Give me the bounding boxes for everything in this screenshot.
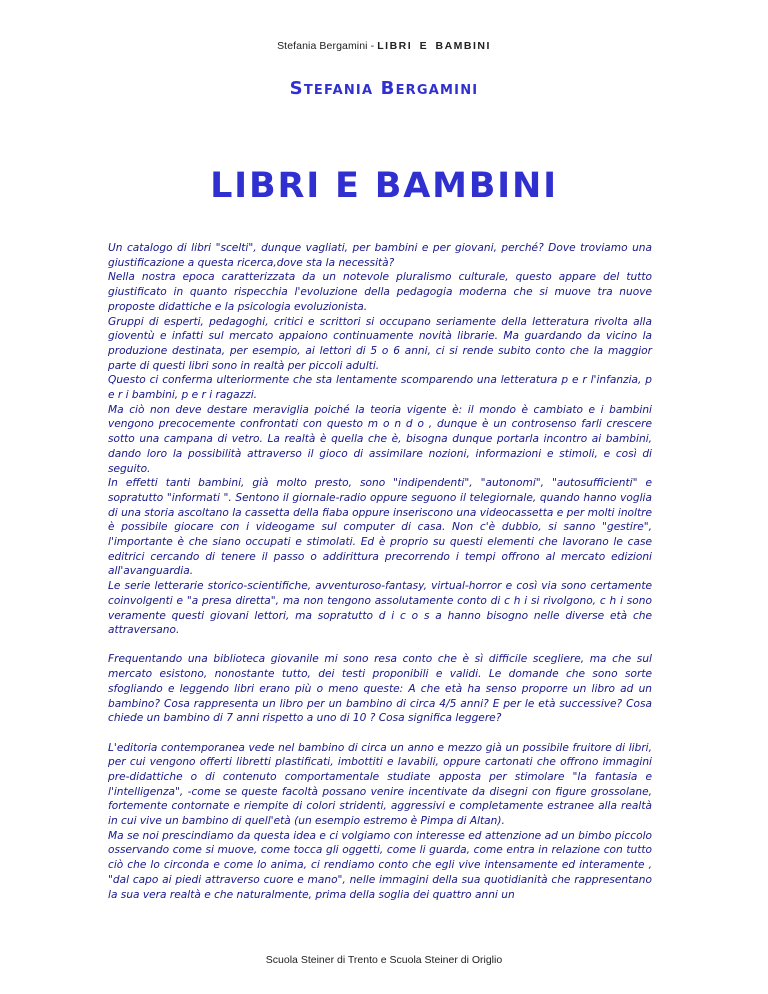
paragraph: Le serie letterarie storico-scientifiche, avventuroso-fantasy, virtual-horror e così via sono certamente coinvolgenti e "a presa diretta", ma non tengono assolutamente conto di c h i si rivolgono, c h i sono veramente questi giovani lettori, ma sopratutto d i c o s a hanno bisogno nelle diverse età che attraversano.	[108, 580, 652, 637]
header-doc-title: LIBRI E BAMBINI	[377, 40, 491, 52]
paragraph: Ma ciò non deve destare meraviglia poiché la teoria vigente è: il mondo è cambiato e i bambini vengono precocemente confrontati con questo m o n d o , dunque è un controsenso farli crescere sotto una campana di vetro. La realtà è quella che è, bisogna dunque portarla incontro ai bambini, dando loro la possibilità attraverso il gioco di assimilare nozioni, informazioni e stimoli, e così di seguito.	[108, 403, 652, 475]
author-name: Stefania Bergamini	[289, 78, 479, 99]
paragraph: Gruppi di esperti, pedagoghi, critici e scrittori si occupano seriamente della letteratura rivolta alla gioventù e infatti sul mercato appaiono continuamente novità librarie. Ma guardando da vicino la produzione destinata, per esempio, ai lettori di 5 o 6 anni, ci si rende subito conto che la maggior parte di questi libri sono in realtà per piccoli adulti.	[108, 315, 652, 372]
paragraph: Frequentando una biblioteca giovanile mi sono resa conto che è sì difficile scegliere, ma che sul mercato esistono, nonostante tutto, dei testi proponibili e validi. Le domande che sono sorte sfogliando e leggendo libri erano più o meno queste: A che età ha senso proporre un libro ad un bambino? Cosa rappresenta un libro per un bambino di circa 4/5 anni? E per le età successive? Cosa chiede un bambino di 7 anni rispetto a uno di 10 ? Cosa significa leggere?	[108, 653, 652, 725]
paragraph: Nella nostra epoca caratterizzata da un notevole pluralismo culturale, questo appare del tutto giustificato in quanto rispecchia l'evoluzione della pedagogia moderna che si muove tra nuove proposte didattiche e la psicologia evoluzionista.	[108, 271, 652, 313]
paragraph: Ma se noi prescindiamo da questa idea e ci volgiamo con interesse ed attenzione ad un bimbo piccolo osservando come si muove, come tocca gli oggetti, come li guarda, come entra in relazione con tutto ciò che lo circonda e come lo anima, ci rendiamo conto che egli vive intensamente ed interamente , "dal capo ai piedi attraverso cuore e mano", nelle immagini della sua quotidianità che rappresentano la sua vera realtà e che naturalmente, prima della soglia dei quattro anni un	[108, 829, 652, 901]
header-author: Stefania Bergamini -	[277, 40, 378, 52]
paragraph: L'editoria contemporanea vede nel bambino di circa un anno e mezzo già un possibile fruitore di libri, per cui vengono offerti libretti plastificati, imbottiti e lavabili, oppure cartonati che offrono immagini pre-didattiche o di contenuto comportamentale studiate apposta per stimolare "la fantasia e l'intelligenza", -come se queste facoltà possano venire incentivate da disegni con figure grossolane, fortemente contornate e riempite di colori stridenti, aggressivi e completamente estranee alla realtà in cui vive un bambino di quell'età (un esempio estremo è Pimpa di Altan).	[108, 741, 652, 828]
paragraph: In effetti tanti bambini, già molto presto, sono "indipendenti", "autonomi", "autosufficienti" e sopratutto "informati ". Sentono il giornale-radio oppure seguono il telegiornale, quando hanno voglia di una storia ascoltano la cassetta della fiaba oppure inseriscono una videocassetta e per molti inoltre è possibile giocare con i videogame sul computer di casa. Non c'è dubbio, si sanno "gestire", l'importante è che siano occupati e stimolati. Ed è proprio su questi elementi che lavorano le case editrici cercando di tenere il passo o addirittura precorrendo i tempi offrono al mercato edizioni all'avanguardia.	[108, 477, 652, 578]
paragraph: Questo ci conferma ulteriormente che sta lentamente scomparendo una letteratura p e r l'infanzia, p e r i bambini, p e r i ragazzi.	[108, 374, 652, 402]
page-title: LIBRI E BAMBINI	[210, 166, 558, 206]
paragraph: Un catalogo di libri "scelti", dunque vagliati, per bambini e per giovani, perché? Dove troviamo una giustificazione a questa ricerca,dove sta la necessità?	[108, 242, 652, 269]
body-text	[108, 241, 652, 902]
page-footer: Scuola Steiner di Trento e Scuola Steiner di Origlio	[265, 954, 503, 966]
running-header	[0, 40, 768, 52]
